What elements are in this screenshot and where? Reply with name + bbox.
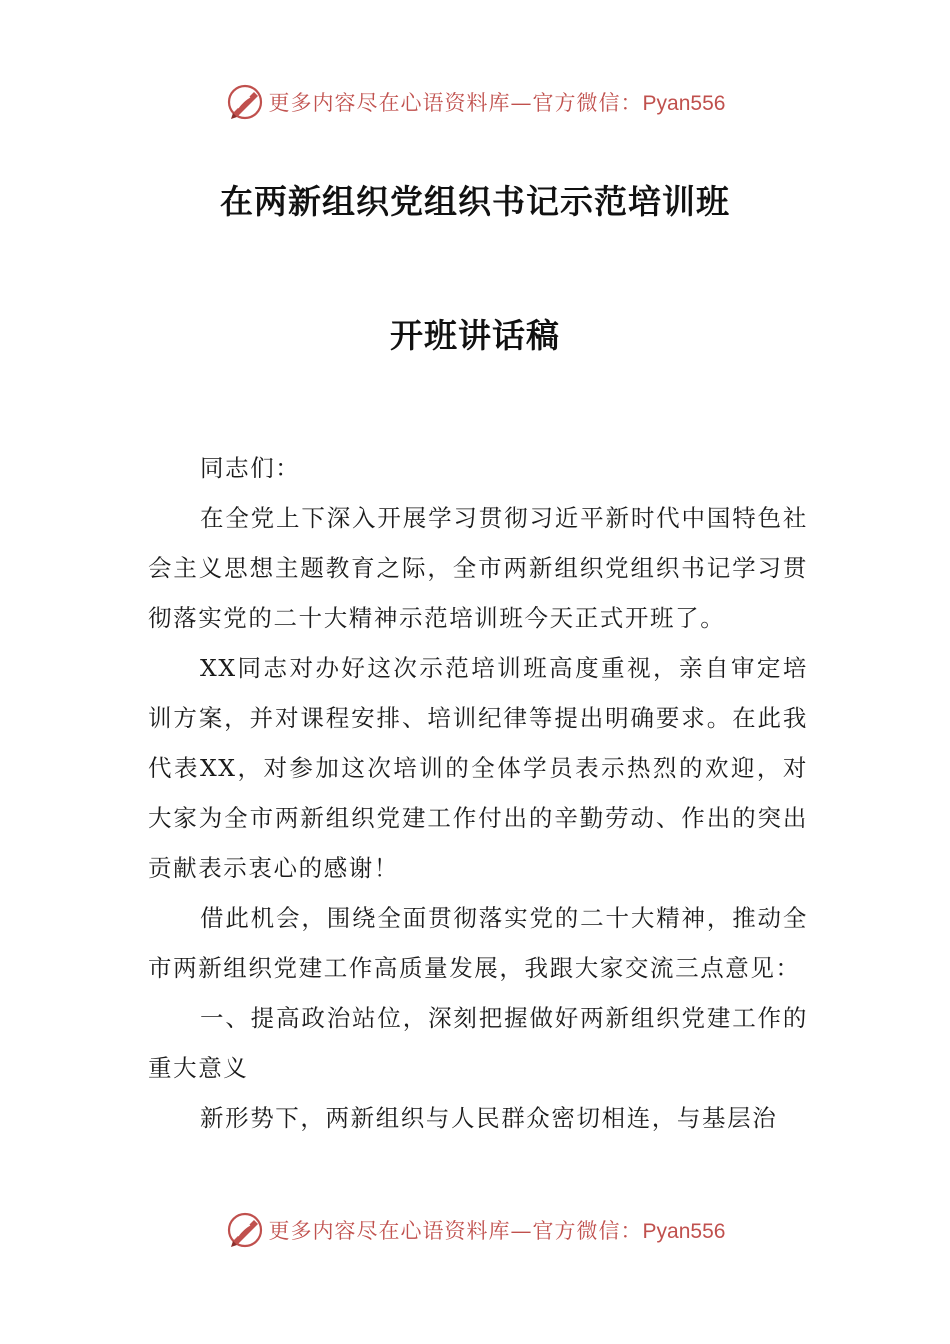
page-title-line-1: 在两新组织党组织书记示范培训班 (220, 182, 730, 221)
section-heading-1: 一、提高政治站位，深刻把握做好两新组织党建工作的重大意义 (148, 1004, 808, 1082)
page-title-line-2: 开班讲话稿 (390, 316, 560, 355)
watermark-banner-top (0, 80, 950, 124)
document-body (148, 443, 808, 1143)
watermark-banner-bottom (0, 1208, 950, 1252)
watermark-text: 更多内容尽在心语资料库—官方微信：Pyan556 (268, 1219, 726, 1243)
pen-logo-icon (225, 1210, 265, 1250)
paragraph-opinions: 借此机会，围绕全面贯彻落实党的二十大精神，推动全市两新组织党建工作高质量发展，我跟大家交流三点意见： (148, 904, 808, 982)
watermark-text: 更多内容尽在心语资料库—官方微信：Pyan556 (268, 91, 726, 115)
paragraph-intro: 在全党上下深入开展学习贯彻习近平新时代中国特色社会主义思想主题教育之际，全市两新组织党组织书记学习贯彻落实党的二十大精神示范培训班今天正式开班了。 (148, 504, 808, 632)
salutation: 同志们： (200, 454, 301, 482)
pen-logo-icon (225, 82, 265, 122)
paragraph-thanks: XX同志对办好这次示范培训班高度重视，亲自审定培训方案，并对课程安排、培训纪律等提出明确要求。在此我代表XX，对参加这次培训的全体学员表示热烈的欢迎，对大家为全市两新组织党建工作付出的辛勤劳动、作出的突出贡献表示衷心的感谢！ (148, 654, 808, 882)
paragraph-new-situation: 新形势下，两新组织与人民群众密切相连，与基层治 (200, 1104, 778, 1132)
